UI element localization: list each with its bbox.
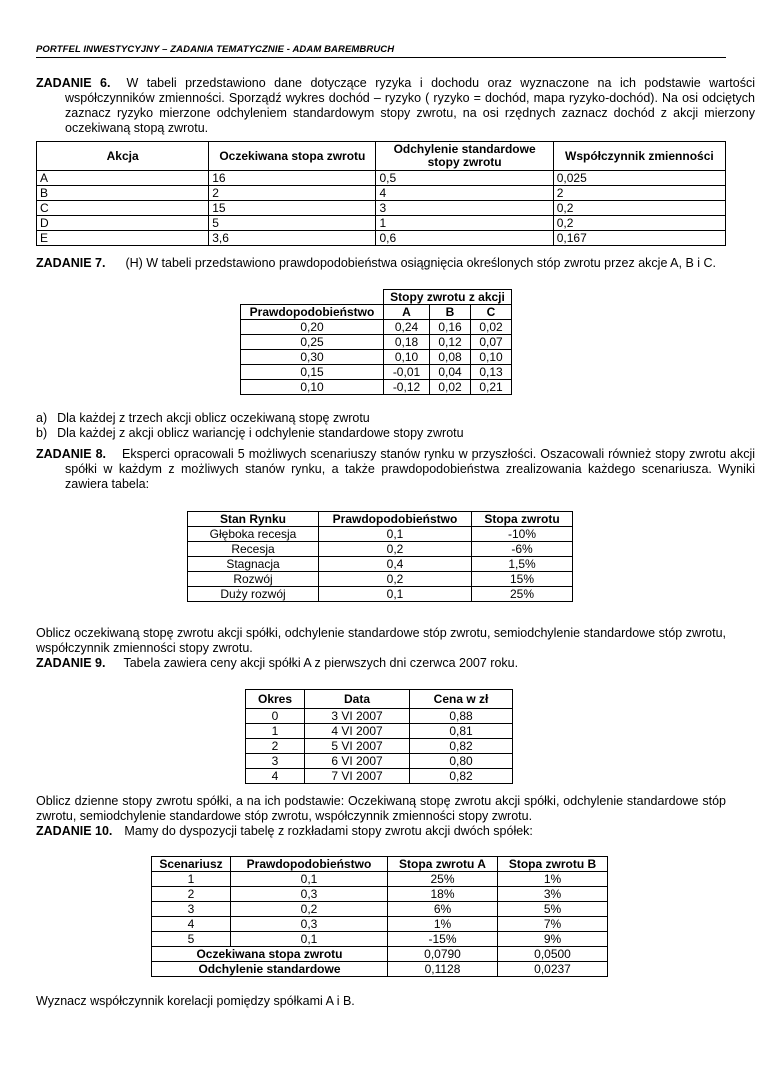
table-cell: 0,167 [553,231,725,246]
table-cell: 0,82 [410,739,513,754]
table-cell: Rozwój [188,572,319,587]
table-cell: 4 [246,769,305,784]
task-7-a-text: Dla każdej z trzech akcji oblicz oczekiwaną stopę zwrotu [57,411,370,425]
table-header: Prawdopodobieństwo [231,857,388,872]
table-row [37,201,726,216]
table-row [37,231,726,246]
task-9-label: ZADANIE 9. [36,656,106,670]
task-6-label: ZADANIE 6. [36,76,111,90]
table-cell: 0,2 [553,201,725,216]
table-cell: 25% [388,872,498,887]
table-cell: -6% [472,542,573,557]
table-cell: 0,16 [430,320,471,335]
table-header: Data [305,690,410,709]
task-8-text: Eksperci opracowali 5 możliwych scenariuszy stanów rynku w przyszłości. Oszacowali również stopy zwrotu akcji spółki w każdym z możliwych stanów rynku, a także prawdopodobieństwa zrealizowania każdego scenariusza. Wyniki zawiera tabela: [65,447,755,491]
table-cell: -0,12 [384,380,430,395]
table-cell: 4 [376,186,553,201]
table-row [37,171,726,186]
table-row [246,769,513,784]
table-cell: 0,1 [231,872,388,887]
table-row [37,216,726,231]
table-summary-row [152,962,608,977]
table-header: Scenariusz [152,857,231,872]
table-cell: 0,1 [231,932,388,947]
table-header: C [471,305,512,320]
table-row [188,557,573,572]
task-7-label: ZADANIE 7. [36,256,106,270]
task-6-intro [36,76,755,136]
table-cell: 25% [472,587,573,602]
table-cell: 3 [376,201,553,216]
table-cell: 0,30 [241,350,384,365]
table-cell: 1 [246,724,305,739]
task-10-intro [36,824,755,839]
table-cell: 0,10 [384,350,430,365]
list-marker: b) [36,426,48,440]
table-cell: 1 [376,216,553,231]
table-cell: 3,6 [209,231,376,246]
table-cell: 0,02 [471,320,512,335]
table-cell: Odchylenie standardowe [152,962,388,977]
table-header: Odchylenie standardowe stopy zwrotu [376,142,553,171]
table-cell: 7 VI 2007 [305,769,410,784]
table-cell: 3% [498,887,608,902]
table-row [188,527,573,542]
table-cell: 0,025 [553,171,725,186]
table-cell: 0,24 [384,320,430,335]
table-cell: 0,18 [384,335,430,350]
table-cell: 0,1 [319,527,472,542]
table-cell: 1,5% [472,557,573,572]
table-cell: 3 [246,754,305,769]
task-6-text: W tabeli przedstawiono dane dotyczące ryzyka i dochodu oraz wyznaczone na ich podstawie wartości współczynników zmienności. Sporządź wykres dochód – ryzyko ( ryzyko = dochód, mapa ryzyko-dochód). Na osi odciętych zaznacz ryzyko mierzone odchyleniem standardowym stopy zwrotu, na osi rzędnych zaznacz dochód z akcji mierzony oczekiwaną stopą zwrotu. [65,76,756,135]
table-cell: 6% [388,902,498,917]
table-cell: 0,80 [410,754,513,769]
table-cell: 18% [388,887,498,902]
table-cell: 0,1128 [388,962,498,977]
table-row [188,542,573,557]
table-cell: 9% [498,932,608,947]
table-cell: 2 [246,739,305,754]
table-row [152,917,608,932]
task-7-intro [36,256,755,271]
table-cell: 4 [152,917,231,932]
table-row [152,902,608,917]
table-row [246,754,513,769]
table-cell: 15 [209,201,376,216]
table-cell: Duży rozwój [188,587,319,602]
task-7-b [36,426,726,441]
table-cell: 1% [498,872,608,887]
table-cell: 2 [553,186,725,201]
task-10-question: Wyznacz współczynnik korelacji pomiędzy spółkami A i B. [36,994,355,1008]
table-header: B [430,305,471,320]
table-header: Stan Rynku [188,512,319,527]
table-cell: 5 VI 2007 [305,739,410,754]
table-row [241,380,512,395]
table-row [241,320,512,335]
table-cell: 5 [209,216,376,231]
task-8-intro [36,447,755,492]
table-row [188,587,573,602]
table-cell: 0,0237 [498,962,608,977]
table-row [152,932,608,947]
table-cell: Oczekiwana stopa zwrotu [152,947,388,962]
table-cell: B [37,186,209,201]
table-cell: A [37,171,209,186]
table-cell: E [37,231,209,246]
task-8-table [187,511,573,602]
task-9-text: Tabela zawiera ceny akcji spółki A z pierwszych dni czerwca 2007 roku. [123,656,519,670]
table-cell: Głęboka recesja [188,527,319,542]
table-cell: 0,1 [319,587,472,602]
table-cell: 5 [152,932,231,947]
table-cell: -0,01 [384,365,430,380]
list-marker: a) [36,411,48,425]
task-7-a [36,411,726,426]
table-cell: Stagnacja [188,557,319,572]
table-cell: 3 VI 2007 [305,709,410,724]
table-cell: 0,04 [430,365,471,380]
task-8-label: ZADANIE 8. [36,447,106,461]
table-cell: 0,07 [471,335,512,350]
table-cell: 0,2 [553,216,725,231]
table-cell: 0,82 [410,769,513,784]
table-cell: 6 VI 2007 [305,754,410,769]
table-group-header: Stopy zwrotu z akcji [384,290,512,305]
table-header: Oczekiwana stopa zwrotu [209,142,376,171]
table-cell: 4 VI 2007 [305,724,410,739]
table-row [188,572,573,587]
table-cell: Recesja [188,542,319,557]
table-cell: 2 [152,887,231,902]
task-7-b-text: Dla każdej z akcji oblicz wariancję i odchylenie standardowe stopy zwrotu [57,426,464,440]
table-cell: 0,20 [241,320,384,335]
table-row [246,724,513,739]
table-summary-row [152,947,608,962]
table-cell: 0,6 [376,231,553,246]
table-cell: 0 [246,709,305,724]
table-cell: 0,10 [471,350,512,365]
table-cell: 0,4 [319,557,472,572]
table-row [152,887,608,902]
table-cell: 0,08 [430,350,471,365]
task-9-intro [36,656,755,671]
table-cell: 0,5 [376,171,553,186]
table-row [37,186,726,201]
table-cell: 5% [498,902,608,917]
table-cell: 0,2 [319,542,472,557]
table-header: A [384,305,430,320]
table-cell: 0,25 [241,335,384,350]
table-cell: 0,3 [231,887,388,902]
table-cell: 0,2 [319,572,472,587]
table-header: Stopa zwrotu B [498,857,608,872]
table-cell: D [37,216,209,231]
table-cell: 2 [209,186,376,201]
task-9-question: Oblicz dzienne stopy zwrotu spółki, a na ich podstawie: Oczekiwaną stopę zwrotu akcji spółki, odchylenie standardowe stóp zwrotu, semiodchylenie standardowe stóp zwrotu, współczynnik zmienności stopy zwrotu. [36,794,726,823]
task-9-table [245,689,513,784]
table-cell: 0,15 [241,365,384,380]
table-cell: 1% [388,917,498,932]
table-cell: 0,3 [231,917,388,932]
task-10-label: ZADANIE 10. [36,824,113,838]
table-cell: 3 [152,902,231,917]
task-10-text: Mamy do dyspozycji tabelę z rozkładami stopy zwrotu akcji dwóch spółek: [124,824,533,838]
table-header: Okres [246,690,305,709]
table-cell: C [37,201,209,216]
table-cell: 0,0500 [498,947,608,962]
table-cell: -15% [388,932,498,947]
task-6-table [36,141,726,246]
table-cell: 0,02 [430,380,471,395]
table-row [246,709,513,724]
task-10-table [151,856,608,977]
table-row [241,350,512,365]
table-cell: 16 [209,171,376,186]
table-row [246,739,513,754]
table-header: Cena w zł [410,690,513,709]
task-7-table [240,289,512,395]
table-cell: 0,88 [410,709,513,724]
table-row [241,335,512,350]
table-cell: 0,21 [471,380,512,395]
table-cell: 0,0790 [388,947,498,962]
table-cell: 0,10 [241,380,384,395]
table-header: Stopa zwrotu A [388,857,498,872]
task-8-question: Oblicz oczekiwaną stopę zwrotu akcji spółki, odchylenie standardowe stóp zwrotu, semiodchylenie standardowe stóp zwrotu, współczynnik zmienności stopy zwrotu. [36,626,726,655]
table-cell: 15% [472,572,573,587]
table-cell: 7% [498,917,608,932]
table-cell: 0,13 [471,365,512,380]
table-row [152,872,608,887]
table-cell: 0,81 [410,724,513,739]
table-cell: -10% [472,527,573,542]
page-header: PORTFEL INWESTYCYJNY – ZADANIA TEMATYCZNIE - ADAM BAREMBRUCH [36,44,726,58]
table-cell: 0,12 [430,335,471,350]
table-header: Stopa zwrotu [472,512,573,527]
table-row [241,365,512,380]
table-header: Współczynnik zmienności [553,142,725,171]
table-header: Akcja [37,142,209,171]
table-header: Prawdopodobieństwo [319,512,472,527]
task-7-text: (H) W tabeli przedstawiono prawdopodobieństwa osiągnięcia określonych stóp zwrotu przez akcje A, B i C. [125,256,717,270]
table-cell: 1 [152,872,231,887]
table-header: Prawdopodobieństwo [241,305,384,320]
table-cell: 0,2 [231,902,388,917]
